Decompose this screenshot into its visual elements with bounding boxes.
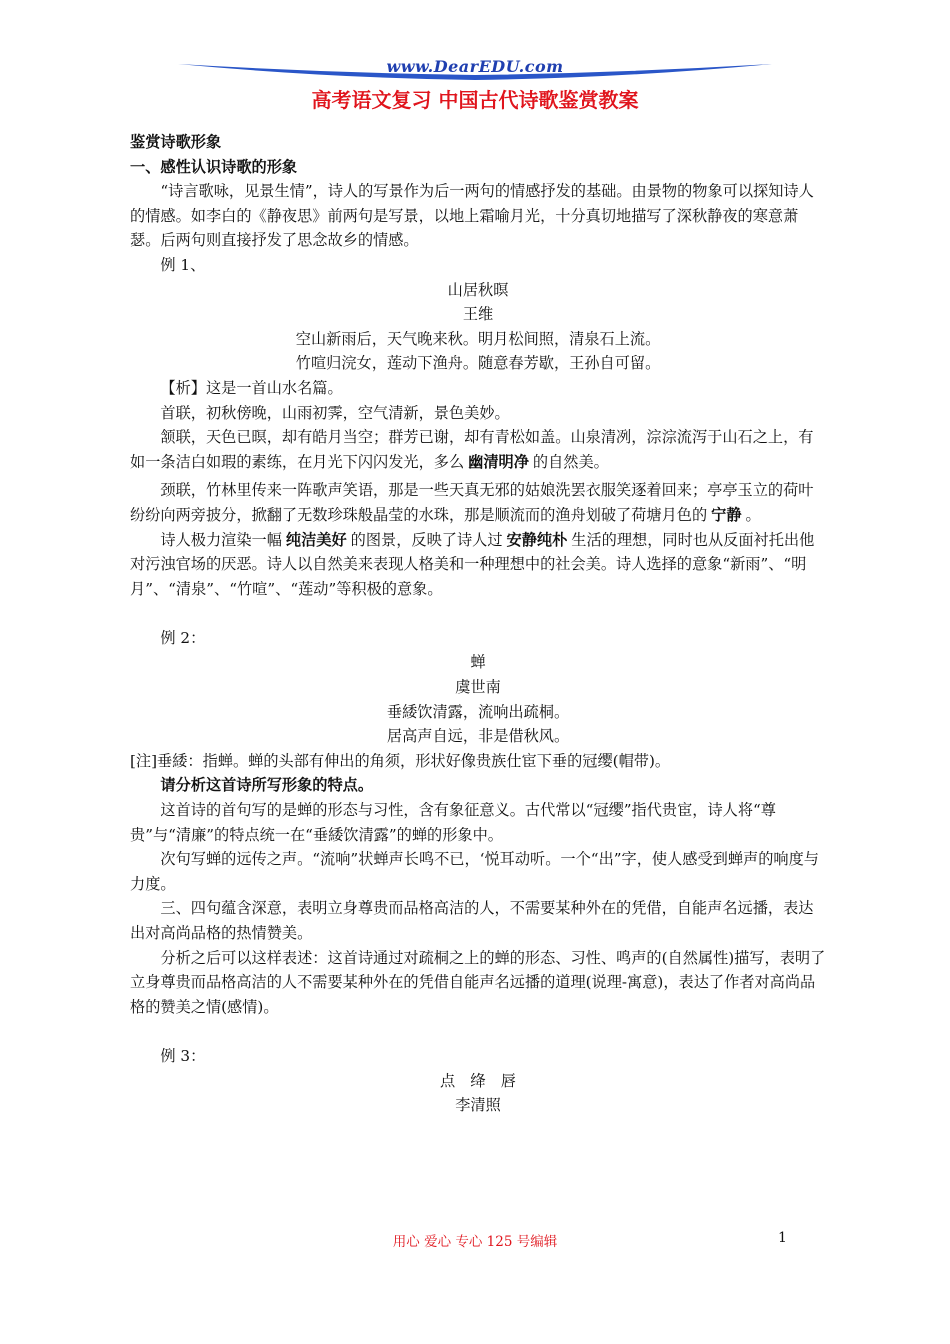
question: 请分析这首诗所写形象的特点。 — [160, 776, 374, 795]
text-span: 的自然美。 — [532, 452, 609, 471]
site-logo — [178, 56, 772, 82]
footer-text: 用心 爱心 专心 125 号编辑 — [392, 1234, 558, 1250]
poem-1-line: 竹喧归浣女，莲动下渔舟。随意春芳歇，王孙自可留。 — [295, 354, 661, 373]
poem-2-line: 垂緌饮清露，流响出疏桐。 — [386, 702, 570, 721]
paragraph: 三、四句蕴含深意，表明立身尊贵而品格高洁的人，不需要某种外在的凭借，自能声名远播，表达出对高尚品格的热情赞美。 — [130, 899, 814, 942]
section-title: 鉴赏诗歌形象 — [130, 133, 222, 151]
keyword: 宁静 — [711, 505, 742, 524]
intro-paragraph: “诗言歌咏，见景生情”，诗人的写景作为后一两句的情感抒发的基础。由景物的物象可以探知诗人的情感。如李白的《静夜思》前两句是写景，以地上霜喻月光，十分真切地描写了深秋静夜的寒意萧瑟。后两句则直接抒发了思念故乡的情感。 — [130, 182, 814, 250]
paragraph: 次句写蝉的远传之声。“流响”状蝉声长鸣不已，‘悦耳动听。一个“出”字，使人感受到蝉声的响度与力度。 — [130, 850, 819, 893]
document-title: 高考语文复习 中国古代诗歌鉴赏教案 — [311, 88, 639, 112]
paragraph — [130, 528, 826, 602]
example-1-label: 例 1、 — [160, 255, 206, 274]
poem-1-author: 王维 — [462, 305, 494, 324]
paragraph: 这首诗的首句写的是蝉的形态与习性，含有象征意义。古代常以“冠缨”指代贵宦，诗人将“尊贵”与“清廉”的特点统一在“垂緌饮清露”的蝉的形象中。 — [130, 801, 776, 844]
document-body — [130, 130, 826, 1118]
text-span: 诗人极力渲染一幅 — [160, 530, 282, 549]
sub-title: 一、感性认识诗歌的形象 — [130, 157, 298, 176]
keyword: 纯洁美好 — [285, 530, 347, 549]
poem-1-title: 山居秋暝 — [447, 280, 509, 299]
poem-2-line: 居高声自远，非是借秋风。 — [386, 727, 570, 746]
keyword: 幽清明净 — [468, 452, 529, 471]
text-span: 。 — [745, 505, 761, 524]
keyword: 安静纯朴 — [506, 530, 568, 549]
paragraph: 分析之后可以这样表述：这首诗通过对疏桐之上的蝉的形态、习性、鸣声的(自然属性)描写，表明了立身尊贵而品格高洁的人不需要某种外在的凭借自能声名远播的道理(说理-寓意)，表达了作者对高尚品格的赞美之情(感情)。 — [130, 948, 826, 1016]
paragraph — [130, 478, 826, 527]
poem-2-title: 蝉 — [470, 653, 486, 672]
poem-3-title: 点 绛 唇 — [440, 1071, 516, 1090]
paragraph: 首联，初秋傍晚，山雨初霁，空气清新，景色美妙。 — [160, 403, 510, 422]
text-span: 颔联，天色已暝，却有皓月当空；群芳已谢，却有青松如盖。山泉清冽，淙淙流泻于山石之上，有如一条洁白如瑕的素练，在月光下闪闪发光，多么 — [130, 428, 814, 471]
note: [注]垂緌：指蝉。蝉的头部有伸出的角须，形状好像贵族仕宦下垂的冠缨(帽带)。 — [130, 751, 671, 770]
text-span: 的图景，反映了诗人过 — [350, 530, 503, 549]
text-span: 生活的理想，同时也从反面衬托出他对污浊官场的厌恶。诗人以自然美来表现人格美和一种理想中的社会美。诗人选择的意象“新雨”、“明月”、“清泉”、“竹喧”、“莲动”等积极的意象。 — [130, 530, 815, 598]
poem-2-author: 虞世南 — [455, 678, 501, 697]
example-3-label: 例 3： — [160, 1046, 206, 1065]
text-span: 颈联，竹林里传来一阵歌声笑语，那是一些天真无邪的姑娘洗罢衣服笑逐着回来；亭亭玉立的荷叶纷纷向两旁披分，掀翻了无数珍珠般晶莹的水珠，那是顺流而的渔舟划破了荷塘月色的 — [130, 481, 814, 524]
analysis-intro: 【析】这是一首山水名篇。 — [160, 378, 343, 397]
example-2-label: 例 2： — [160, 628, 206, 647]
poem-1-line: 空山新雨后，天气晚来秋。明月松间照，清泉石上流。 — [295, 329, 661, 348]
page-number: 1 — [778, 1230, 787, 1246]
paragraph — [130, 425, 826, 474]
poem-3-author: 李清照 — [455, 1096, 501, 1115]
logo-text[interactable]: www.DearEDU.com — [386, 57, 564, 76]
